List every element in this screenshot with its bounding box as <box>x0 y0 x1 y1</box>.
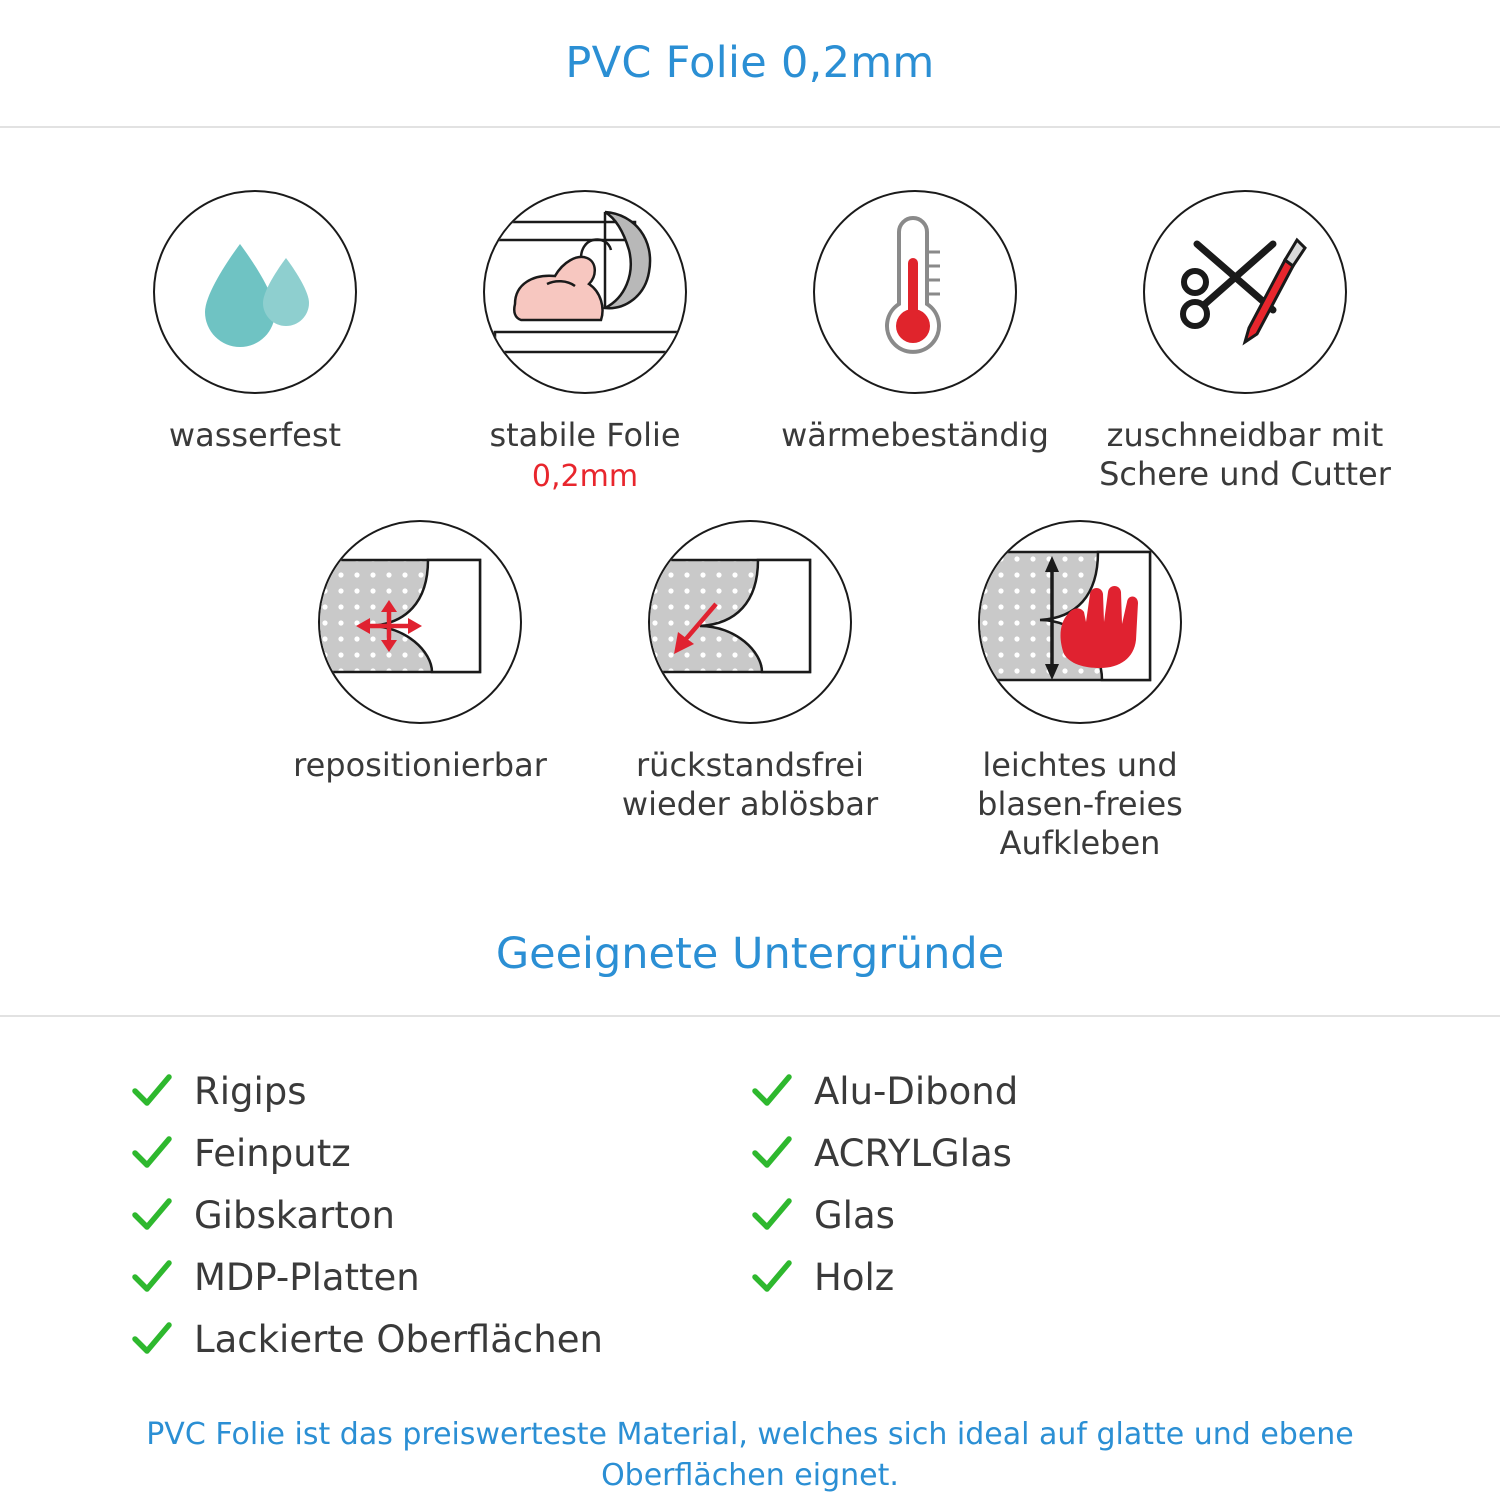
list-item-label: Holz <box>814 1255 895 1299</box>
feature-zuschneidbar <box>1080 190 1410 494</box>
feature-icon-circle <box>978 520 1182 724</box>
list-item-label: ACRYLGlas <box>814 1131 1012 1175</box>
feature-label: wärmebeständig <box>781 416 1049 454</box>
feature-icon-circle <box>153 190 357 394</box>
feature-label: leichtes und blasen-freies Aufkleben <box>977 746 1183 863</box>
feature-label: wasserfest <box>168 416 342 454</box>
check-icon <box>130 1069 174 1113</box>
list-item-label: MDP-Platten <box>194 1255 420 1299</box>
list-item-label: Rigips <box>194 1069 307 1113</box>
list-item <box>750 1189 1310 1241</box>
check-icon <box>130 1255 174 1299</box>
footer-note: PVC Folie ist das preiswerteste Material, welches sich ideal auf glatte und ebene Oberflächen eignet. <box>146 1417 1354 1493</box>
feature-icon-circle <box>483 190 687 394</box>
check-icon <box>750 1069 794 1113</box>
hand-smoothing-icon <box>980 522 1176 718</box>
peel-off-arrow-icon <box>650 522 846 718</box>
divider-middle <box>0 1015 1500 1017</box>
feature-row-2 <box>0 520 1500 863</box>
surfaces-column-left <box>130 1065 750 1375</box>
list-item <box>130 1065 750 1117</box>
list-item-label: Alu-Dibond <box>814 1069 1019 1113</box>
feature-label: zuschneidbar mit Schere und Cutter <box>1099 416 1391 494</box>
feature-waermebestaendig <box>750 190 1080 455</box>
list-item <box>750 1065 1310 1117</box>
list-item <box>130 1251 750 1303</box>
check-icon <box>130 1193 174 1237</box>
strong-arm-film-icon <box>485 192 681 388</box>
list-item-label: Feinputz <box>194 1131 351 1175</box>
water-drops-icon <box>155 192 351 388</box>
section-heading-untergruende: Geeignete Untergründe <box>495 929 1005 980</box>
feature-row-1 <box>0 190 1500 494</box>
page-title: PVC Folie 0,2mm <box>565 38 935 88</box>
feature-sublabel: 0,2mm <box>531 459 639 495</box>
feature-icon-circle <box>813 190 1017 394</box>
list-item-label: Gibskarton <box>194 1193 395 1237</box>
list-item <box>750 1127 1310 1179</box>
feature-aufkleben <box>915 520 1245 863</box>
surfaces-column-right <box>750 1065 1310 1375</box>
surfaces-list <box>0 1065 1500 1375</box>
list-item <box>130 1313 750 1365</box>
feature-repositionierbar <box>255 520 585 785</box>
feature-wasserfest <box>90 190 420 455</box>
scissors-cutter-icon <box>1145 192 1341 388</box>
check-icon <box>130 1131 174 1175</box>
feature-icon-circle <box>648 520 852 724</box>
feature-label: rückstandsfrei wieder ablösbar <box>621 746 879 824</box>
feature-rueckstandsfrei <box>585 520 915 824</box>
check-icon <box>750 1255 794 1299</box>
list-item-label: Lackierte Oberflächen <box>194 1317 603 1361</box>
list-item-label: Glas <box>814 1193 895 1237</box>
check-icon <box>750 1193 794 1237</box>
list-item <box>130 1189 750 1241</box>
list-item <box>750 1251 1310 1303</box>
feature-label: repositionierbar <box>293 746 547 785</box>
divider-top <box>0 126 1500 128</box>
thermometer-icon <box>815 192 1011 388</box>
list-item <box>130 1127 750 1179</box>
feature-icon-circle <box>318 520 522 724</box>
reposition-arrows-icon <box>320 522 516 718</box>
feature-stabile-folie <box>420 190 750 494</box>
check-icon <box>130 1317 174 1361</box>
feature-label: stabile Folie <box>489 416 681 454</box>
feature-icon-circle <box>1143 190 1347 394</box>
check-icon <box>750 1131 794 1175</box>
